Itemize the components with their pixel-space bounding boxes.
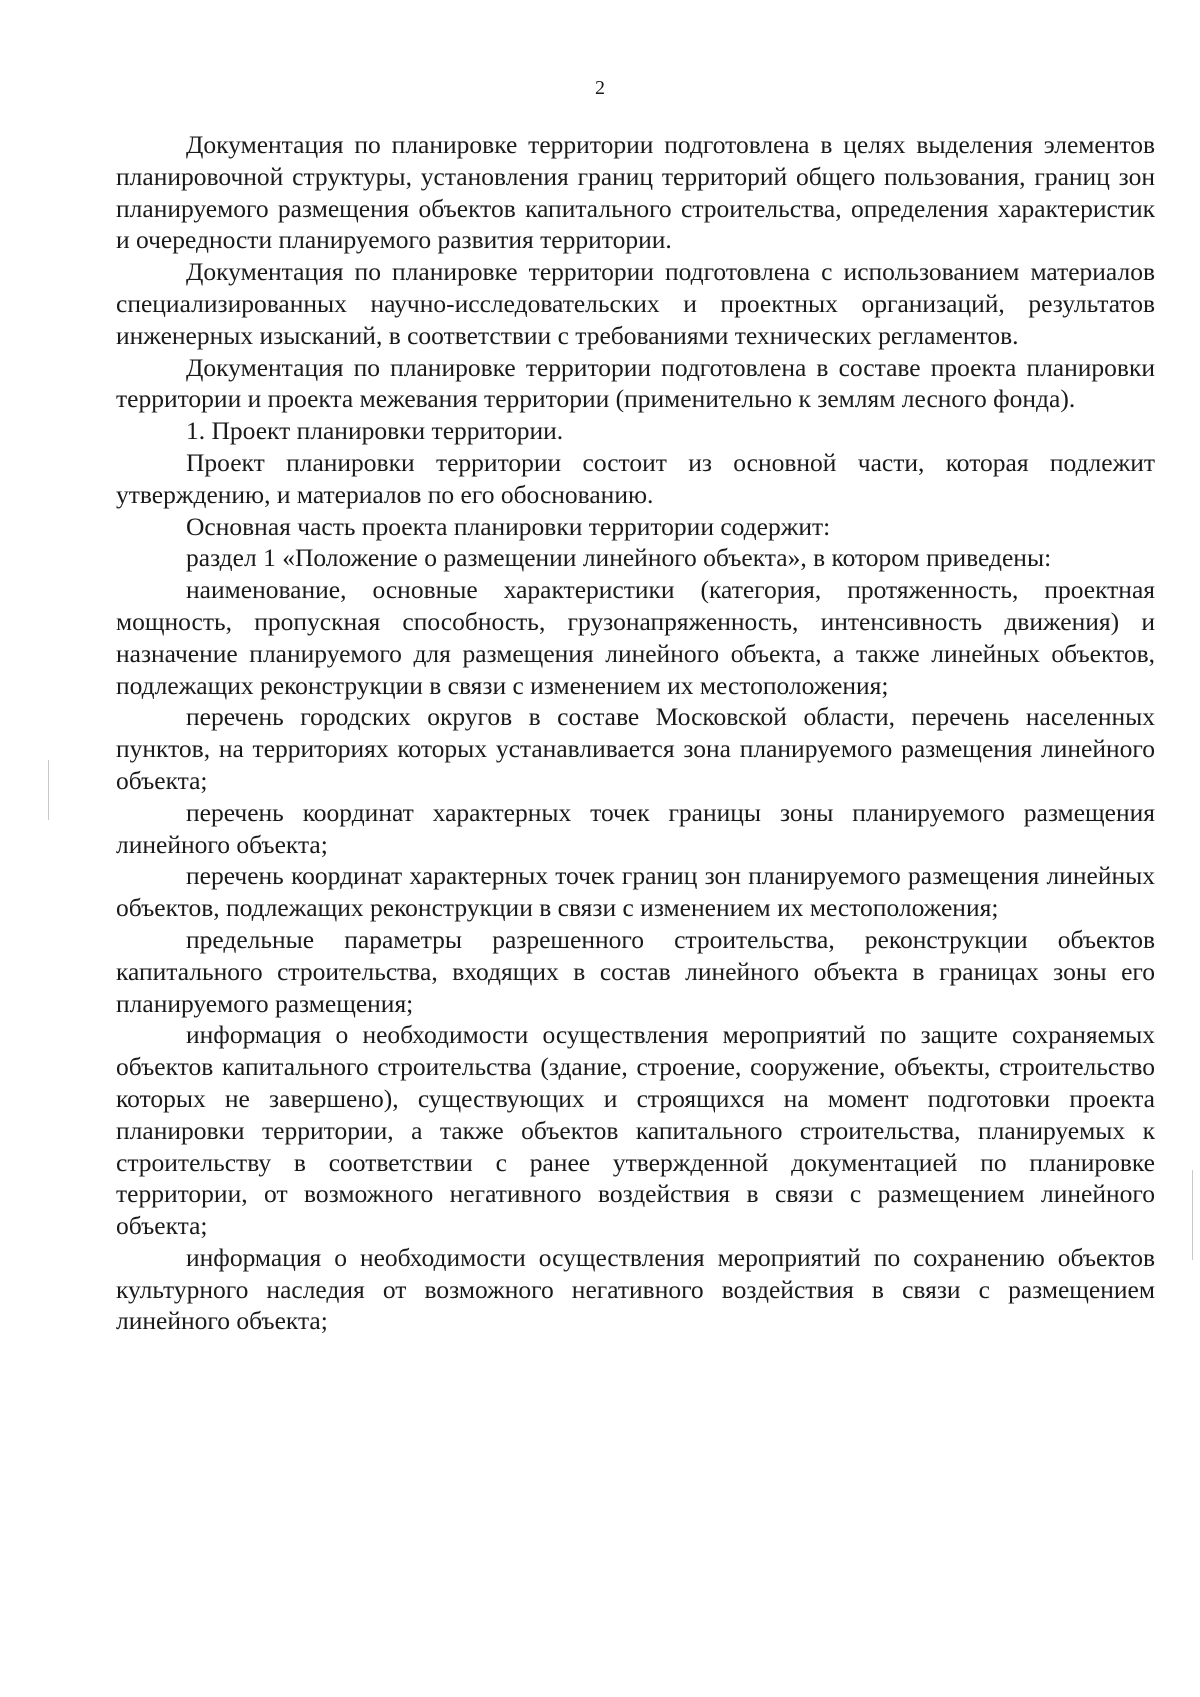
list-item-municipalities: перечень городских округов в составе Московской области, перечень населенных пунктов, на территориях которых устанавливается зона планируемого размещения линейного объекта;: [116, 702, 1155, 795]
list-item-characteristics: наименование, основные характеристики (категория, протяженность, проектная мощность, пропускная способность, грузонапряженность, интенсивность движения) и назначение планируемого для размещения линейного объекта, а также линейных объектов, подлежащих реконструкции в связи с изменением их местоположения;: [116, 575, 1155, 700]
list-item-reconstruction-coordinates: перечень координат характерных точек границ зон планируемого размещения линейных объектов, подлежащих реконструкции в связи с изменением их местоположения;: [116, 861, 1155, 923]
document-body: [116, 129, 1155, 1337]
paragraph-materials: Документация по планировке территории подготовлена с использованием материалов специализированных научно-исследовательских и проектных организаций, результатов инженерных изысканий, в соответствии с требованиями технических регламентов.: [116, 257, 1155, 350]
scan-edge-mark-left: [48, 760, 49, 820]
paragraph-purpose: Документация по планировке территории подготовлена в целях выделения элементов планировочной структуры, установления границ территорий общего пользования, границ зон планируемого размещения объектов капитального строительства, определения характеристик и очередности планируемого развития территории.: [116, 130, 1155, 255]
paragraph-project-structure: Проект планировки территории состоит из основной части, которая подлежит утверждению, и материалов по его обоснованию.: [116, 447, 1155, 509]
list-item-protection-measures: информация о необходимости осуществления мероприятий по защите сохраняемых объектов капитального строительства (здание, строение, сооружение, объекты, строительство которых не завершено), существующих и строящихся на момент подготовки проекта планировки территории, а также объектов капитального строительства, планируемых к строительству в соответствии с ранее утвержденной документацией по планировке территории, от возможного негативного воздействия в связи с размещением линейного объекта;: [116, 1020, 1155, 1241]
page-number: 2: [595, 77, 605, 99]
list-item-zone-coordinates: перечень координат характерных точек границы зоны планируемого размещения линейного объекта;: [116, 797, 1155, 859]
list-item-heritage-measures: информация о необходимости осуществления мероприятий по сохранению объектов культурного наследия от возможного негативного воздействия в связи с размещением линейного объекта;: [116, 1242, 1155, 1336]
section-heading-planning-project: 1. Проект планировки территории.: [186, 416, 564, 446]
scan-edge-mark-right: [1192, 1170, 1193, 1260]
paragraph-main-part-intro: Основная часть проекта планировки территории содержит:: [186, 511, 831, 541]
paragraph-section-1: раздел 1 «Положение о размещении линейного объекта», в котором приведены:: [186, 543, 1052, 573]
paragraph-composition: Документация по планировке территории подготовлена в составе проекта планировки территории и проекта межевания территории (применительно к землям лесного фонда).: [116, 352, 1155, 414]
list-item-construction-parameters: предельные параметры разрешенного строительства, реконструкции объектов капитального строительства, входящих в состав линейного объекта в границах зоны его планируемого размещения;: [116, 924, 1155, 1018]
